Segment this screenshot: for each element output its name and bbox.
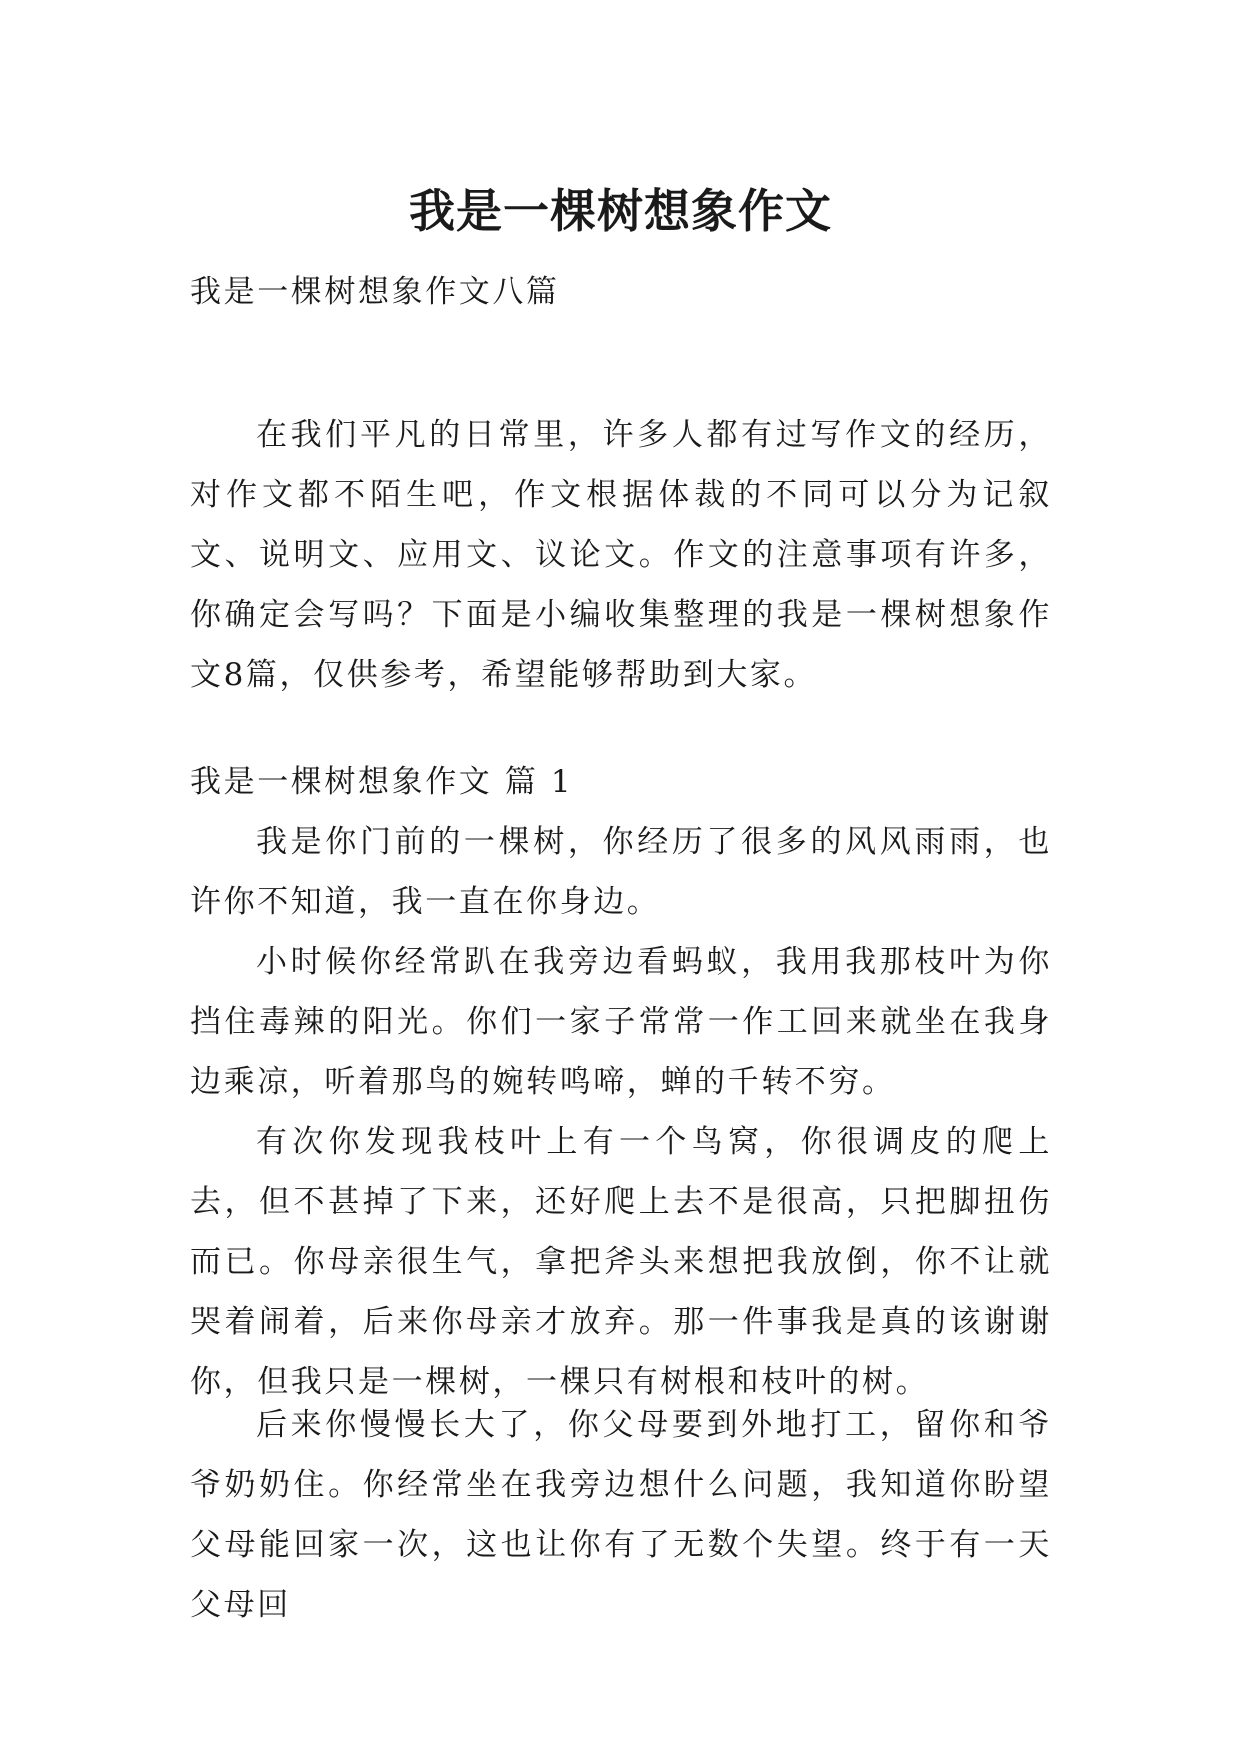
body-paragraph: 小时候你经常趴在我旁边看蚂蚁，我用我那枝叶为你挡住毒辣的阳光。你们一家子常常一作工回来就坐在我身边乘凉，听着那鸟的婉转鸣啼，蝉的千转不穷。 [190,944,1052,1100]
body-paragraph: 我是你门前的一棵树，你经历了很多的风风雨雨，也许你不知道，我一直在你身边。 [190,824,1052,920]
body-paragraph: 有次你发现我枝叶上有一个鸟窝，你很调皮的爬上去，但不甚掉了下来，还好爬上去不是很高，只把脚扭伤而已。你母亲很生气，拿把斧头来想把我放倒，你不让就哭着闹着，后来你母亲才放弃。那一件事我是真的该谢谢你，但我只是一棵树，一棵只有树根和枝叶的树。 [190,1124,1052,1400]
document-title: 我是一棵树想象作文 [409,183,832,238]
section-heading: 我是一棵树想象作文 篇 1 [190,764,574,800]
body-paragraph: 后来你慢慢长大了，你父母要到外地打工，留你和爷爷奶奶住。你经常坐在我旁边想什么问题，我知道你盼望父母能回家一次，这也让你有了无数个失望。终于有一天父母回 [190,1407,1052,1623]
intro-paragraph: 在我们平凡的日常里，许多人都有过写作文的经历，对作文都不陌生吧，作文根据体裁的不同可以分为记叙文、说明文、应用文、议论文。作文的注意事项有许多，你确定会写吗？下面是小编收集整理的我是一棵树想象作文8篇，仅供参考，希望能够帮助到大家。 [190,417,1052,693]
document-subtitle: 我是一棵树想象作文八篇 [190,274,560,310]
